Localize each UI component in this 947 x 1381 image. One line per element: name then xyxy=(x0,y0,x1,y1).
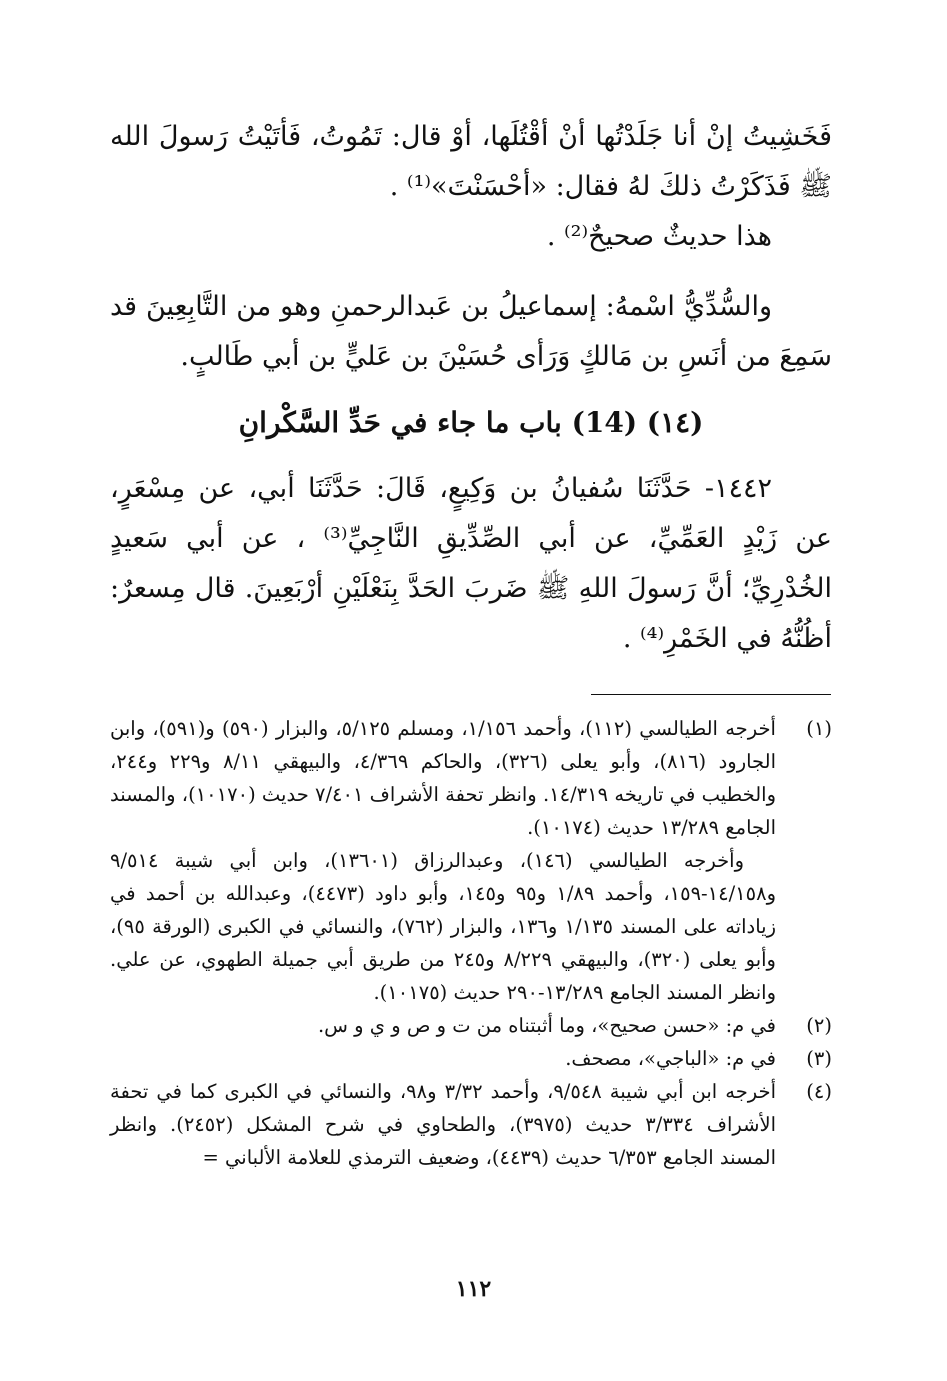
footnote-text: في م: «الباجي»، مصحف. xyxy=(565,1047,776,1070)
footnote-2 xyxy=(110,1009,832,1042)
footnote-1 xyxy=(110,712,832,1009)
footnote-text: أخرجه ابن أبي شيبة ٩/٥٤٨، وأحمد ٣/٣٢ و٩٨، والنسائي في الكبرى كما في تحفة الأشراف ٣/٣٣٤ حديث (٣٩٧٥)، والطحاوي في شرح المشكل (٢٤٥٢). وانظر المسند الجامع ٦/٣٥٣ حديث (٤٤٣٩)، وضعيف الترمذي للعلامة الألباني = xyxy=(110,1080,776,1169)
footnote-number: (٤) xyxy=(806,1080,832,1103)
footnote-4 xyxy=(110,1075,832,1174)
footnote-number: (٣) xyxy=(806,1047,832,1070)
paragraph-hadith-1442: ١٤٤٢- حَدَّثَنَا سُفيانُ بن وَكِيعٍ، قَالَ: حَدَّثَنَا أبي، عن مِسْعَرٍ، عن زَيْدٍ العَمِّيِّ، عن أبي الصِّدِّيقِ النَّاجِيِّ⁽³⁾ ، عن أبي سَعيدٍ الخُدْرِيِّ؛ أنَّ رَسولَ اللهِ ﷺ ضَربَ الحَدَّ بِنَعْلَيْنِ أرْبَعِينَ. قال مِسعرٌ: أظُنُّهُ في الخَمْرِ⁽⁴⁾ . xyxy=(110,473,832,654)
chapter-heading: (١٤) (14) باب ما جاء في حَدِّ السَّكْرانِ xyxy=(238,406,704,439)
footnote-separator xyxy=(591,694,831,695)
paragraph-grading: هذا حديثٌ صحيحٌ⁽²⁾ . xyxy=(546,221,772,252)
footnote-3 xyxy=(110,1042,832,1075)
footnote-number: (١) xyxy=(806,717,832,740)
footnote-number: (٢) xyxy=(806,1014,832,1037)
paragraph-narrator-note: والسُّدِّيُّ اسْمهُ: إسماعيلُ بن عَبدالرحمنِ وهو من التَّابِعِينَ قد سَمِعَ من أنَسِ بن مَالكٍ وَرَأى حُسَيْنَ بن عَليٍّ بن أبي طَالبٍ. xyxy=(110,291,832,372)
footnote-text-continued: وأخرجه الطيالسي (١٤٦)، وعبدالرزاق (١٣٦٠١)، وابن أبي شيبة ٩/٥١٤ و١٤/١٥٨-١٥٩، وأحمد ١/٨٩ و٩٥ و١٤٥، وأبو داود (٤٤٧٣)، وعبدالله بن أحمد في زياداته على المسند ١/١٣٥ و١٣٦، والبزار (٧٦٢)، والنسائي في الكبرى (الورقة ٩٥)، وأبو يعلى (٣٢٠)، والبيهقي ٨/٢٢٩ و٢٤٥ من طريق أبي جميلة الطهوي، عن علي. وانظر المسند الجامع ١٣/٢٨٩-٢٩٠ حديث (١٠١٧٥). xyxy=(110,849,777,1004)
paragraph-story-end: فَخَشِيتُ إنْ أنا جَلَدْتُها أنْ أقْتُلَها، أوْ قال: تَمُوتُ، فَأتَيْتُ رَسولَ الله ﷺ فَذَكَرْتُ ذلكَ لهُ فقال: «أحْسَنْتَ»⁽¹⁾ . xyxy=(110,121,832,202)
footnote-text: أخرجه الطيالسي (١١٢)، وأحمد ١/١٥٦، ومسلم ٥/١٢٥، والبزار (٥٩٠) و(٥٩١)، وابن الجارود (٨١٦)، وأبو يعلى (٣٢٦)، والحاكم ٤/٣٦٩، والبيهقي ٨/١١ و٢٢٩ و٢٤٤، والخطيب في تاريخه ١٤/٣١٩. وانظر تحفة الأشراف ٧/٤٠١ حديث (١٠١٧٠)، والمسند الجامع ١٣/٢٨٩ حديث (١٠١٧٤). xyxy=(110,717,776,839)
page-number: ١١٢ xyxy=(455,1276,492,1302)
footnote-text: في م: «حسن صحيح»، وما أثبتناه من ت و ص و ي و س. xyxy=(317,1014,776,1037)
footnotes xyxy=(110,712,832,1174)
main-text xyxy=(110,112,832,664)
